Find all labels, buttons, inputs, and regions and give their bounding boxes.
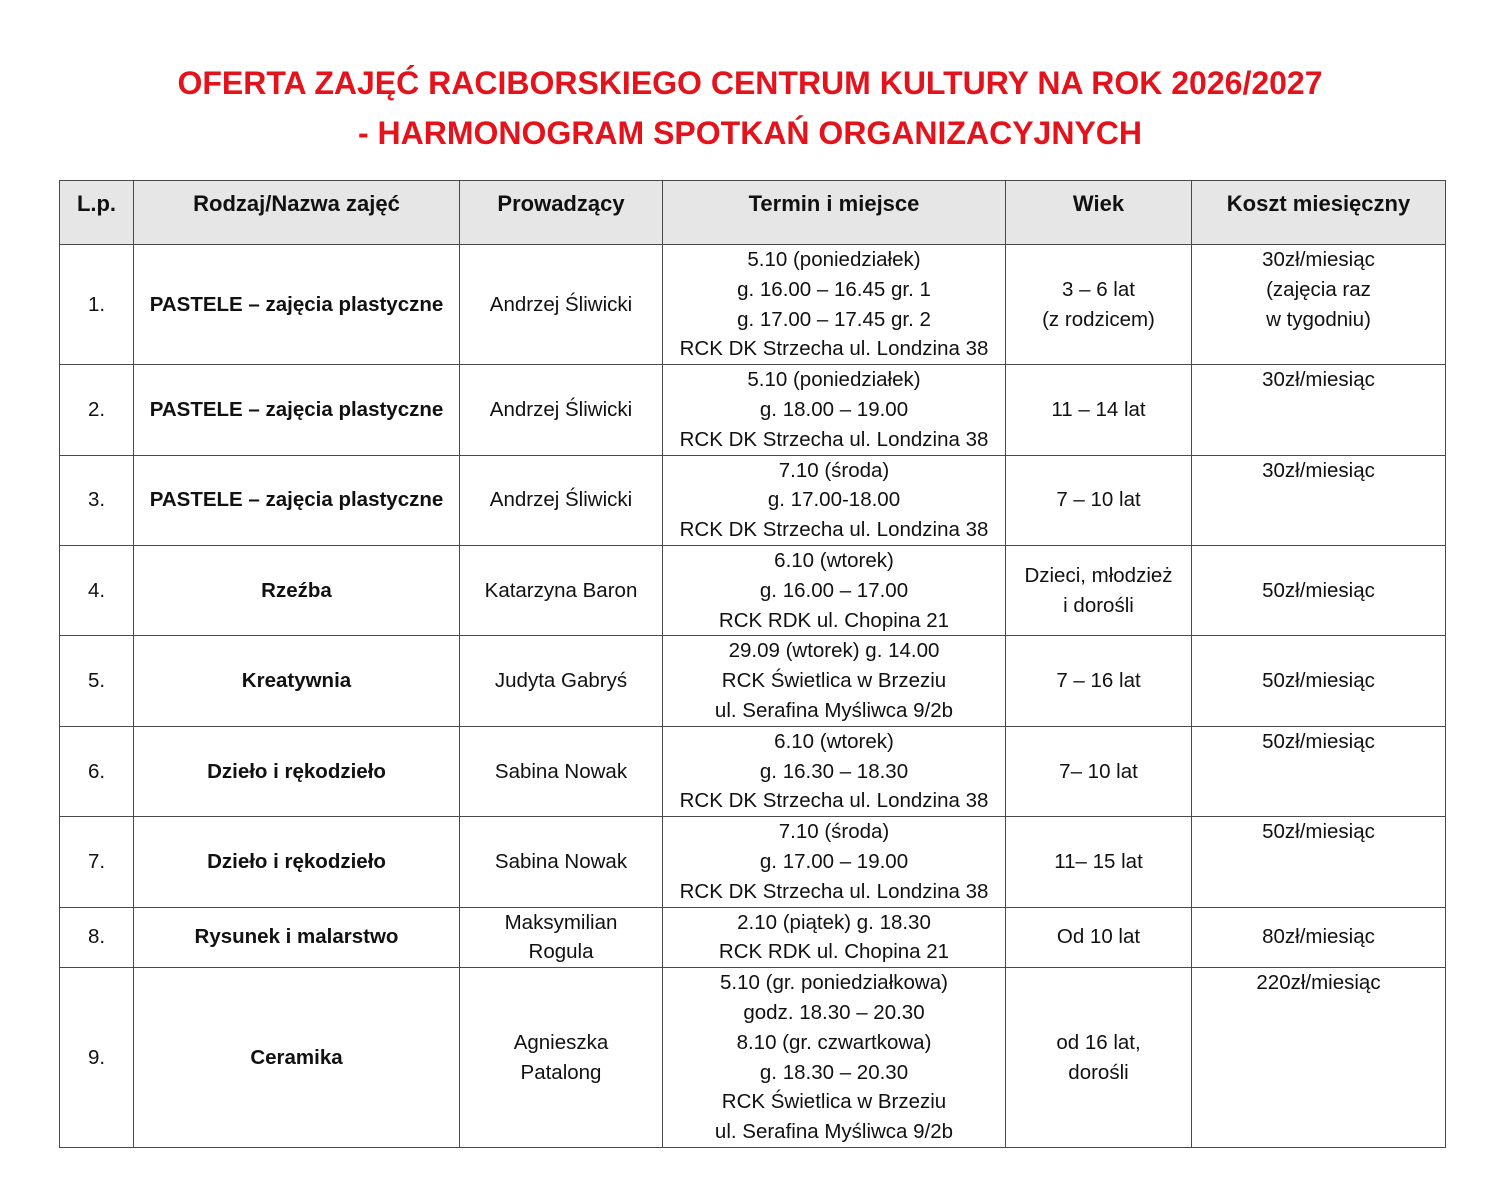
cell-cost-line: 50zł/miesiąc <box>1262 729 1375 753</box>
cell-when-line: g. 17.00 – 19.00 <box>759 849 909 873</box>
table-row <box>60 545 1446 635</box>
cell-cost-line: (zajęcia raz <box>1266 277 1371 301</box>
cell-when <box>663 726 1006 816</box>
cell-when-line: RCK Świetlica w Brzeziu <box>721 1090 947 1114</box>
cell-cost-line: 50zł/miesiąc <box>1262 820 1375 844</box>
cell-cost-line: 30zł/miesiąc <box>1262 458 1375 482</box>
cell-leader <box>460 907 663 968</box>
cell-name-line: Ceramika <box>250 1045 343 1069</box>
cell-name-line: PASTELE – zajęcia plastyczne <box>149 292 444 316</box>
cell-cost-line: 50zł/miesiąc <box>1262 669 1375 693</box>
cell-name <box>134 245 460 365</box>
cell-age-line: dorośli <box>1068 1060 1129 1084</box>
title-line-1: OFERTA ZAJĘĆ RACIBORSKIEGO CENTRUM KULTURY NA ROK 2026/2027 <box>177 65 1323 101</box>
cell-leader <box>460 245 663 365</box>
cell-age-line: Dzieci, młodzież <box>1024 563 1173 587</box>
cell-when-line: g. 16.00 – 17.00 <box>759 578 909 602</box>
cell-when-line: 5.10 (poniedziałek) <box>747 248 921 271</box>
table-row <box>60 636 1446 726</box>
cell-when-line: RCK RDK ul. Chopina 21 <box>718 940 950 964</box>
cell-when <box>663 817 1006 907</box>
cell-lp <box>60 245 134 365</box>
cell-cost <box>1192 726 1446 816</box>
cell-age <box>1006 726 1192 816</box>
cell-cost <box>1192 968 1446 1148</box>
cell-cost-line: w tygodniu) <box>1266 307 1371 331</box>
cell-cost <box>1192 365 1446 455</box>
table-row <box>60 907 1446 968</box>
cell-age <box>1006 968 1192 1148</box>
cell-lp <box>60 545 134 635</box>
header-lp: L.p. <box>60 181 134 245</box>
cell-lp-line: 6. <box>87 759 106 783</box>
cell-age <box>1006 817 1192 907</box>
cell-cost <box>1192 907 1446 968</box>
cell-cost <box>1192 545 1446 635</box>
cell-age-line: 7 – 10 lat <box>1056 488 1141 512</box>
cell-when-line: godz. 18.30 – 20.30 <box>743 1000 925 1024</box>
cell-when-line: ul. Serafina Myśliwca 9/2b <box>714 698 954 722</box>
cell-cost-line: 50zł/miesiąc <box>1262 578 1375 602</box>
cell-leader-line: Andrzej Śliwicki <box>489 397 633 421</box>
cell-age-line: 7 – 16 lat <box>1056 669 1141 693</box>
cell-when-line: 7.10 (środa) <box>778 458 890 482</box>
cell-lp <box>60 968 134 1148</box>
cell-lp-line: 4. <box>87 578 106 602</box>
cell-when-line: 29.09 (wtorek) g. 14.00 <box>728 639 940 663</box>
cell-lp <box>60 455 134 545</box>
cell-name <box>134 726 460 816</box>
cell-leader-line: Judyta Gabryś <box>494 669 628 693</box>
cell-age-line: 3 – 6 lat <box>1062 277 1135 301</box>
cell-age <box>1006 636 1192 726</box>
table-row <box>60 455 1446 545</box>
cell-age <box>1006 455 1192 545</box>
cell-when <box>663 365 1006 455</box>
cell-cost-line: 220zł/miesiąc <box>1256 971 1381 995</box>
cell-when-line: g. 18.30 – 20.30 <box>759 1060 909 1084</box>
table-row <box>60 726 1446 816</box>
cell-cost <box>1192 455 1446 545</box>
cell-lp <box>60 726 134 816</box>
cell-when-line: g. 18.00 – 19.00 <box>759 397 909 421</box>
cell-when <box>663 245 1006 365</box>
cell-lp <box>60 636 134 726</box>
cell-leader <box>460 636 663 726</box>
cell-age-line: (z rodzicem) <box>1042 307 1155 331</box>
cell-name-line: PASTELE – zajęcia plastyczne <box>149 488 444 512</box>
cell-when <box>663 907 1006 968</box>
cell-age-line: Od 10 lat <box>1056 925 1141 949</box>
cell-leader <box>460 365 663 455</box>
cell-name <box>134 817 460 907</box>
cell-leader-line: Rogula <box>528 940 594 964</box>
cell-name-line: Rysunek i malarstwo <box>194 925 399 949</box>
cell-name <box>134 545 460 635</box>
cell-leader-line: Maksymilian <box>504 910 618 934</box>
cell-leader <box>460 968 663 1148</box>
cell-leader-line: Sabina Nowak <box>494 759 628 783</box>
cell-leader-line: Andrzej Śliwicki <box>489 488 633 512</box>
cell-when-line: 6.10 (wtorek) <box>774 548 894 572</box>
header-when: Termin i miejsce <box>663 181 1006 245</box>
header-leader: Prowadzący <box>460 181 663 245</box>
cell-name <box>134 636 460 726</box>
cell-age-line: i dorośli <box>1063 593 1134 617</box>
cell-cost <box>1192 636 1446 726</box>
cell-name-line: PASTELE – zajęcia plastyczne <box>149 397 444 421</box>
cell-when-line: RCK DK Strzecha ul. Londzina 38 <box>679 518 989 542</box>
cell-name <box>134 365 460 455</box>
cell-when-line: RCK RDK ul. Chopina 21 <box>718 608 950 632</box>
cell-name <box>134 968 460 1148</box>
cell-name-line: Dzieło i rękodzieło <box>207 849 386 873</box>
cell-leader <box>460 545 663 635</box>
header-age: Wiek <box>1006 181 1192 245</box>
cell-when-line: g. 17.00-18.00 <box>767 488 901 512</box>
cell-when-line: RCK Świetlica w Brzeziu <box>721 669 947 693</box>
cell-name-line: Rzeźba <box>261 578 332 602</box>
cell-when-line: RCK DK Strzecha ul. Londzina 38 <box>679 879 989 903</box>
cell-leader-line: Sabina Nowak <box>494 849 628 873</box>
cell-when-line: RCK DK Strzecha ul. Londzina 38 <box>679 789 989 813</box>
cell-name-line: Kreatywnia <box>241 669 352 693</box>
cell-leader <box>460 455 663 545</box>
cell-lp-line: 1. <box>87 292 106 316</box>
cell-lp <box>60 817 134 907</box>
cell-lp-line: 3. <box>87 488 106 512</box>
cell-leader <box>460 726 663 816</box>
cell-when-line: 5.10 (poniedziałek) <box>747 368 921 392</box>
cell-age <box>1006 907 1192 968</box>
cell-lp-line: 8. <box>87 925 106 949</box>
cell-cost-line: 30zł/miesiąc <box>1262 368 1375 392</box>
cell-when-line: 2.10 (piątek) g. 18.30 <box>737 910 931 934</box>
cell-lp-line: 9. <box>87 1045 106 1069</box>
cell-lp-line: 2. <box>87 397 106 421</box>
cell-when <box>663 545 1006 635</box>
cell-when <box>663 455 1006 545</box>
cell-when-line: g. 16.30 – 18.30 <box>759 759 909 783</box>
cell-age-line: 11– 15 lat <box>1054 849 1143 873</box>
cell-cost-line: 80zł/miesiąc <box>1262 925 1375 949</box>
table-row <box>60 365 1446 455</box>
cell-lp-line: 5. <box>87 669 106 693</box>
cell-when-line: RCK DK Strzecha ul. Londzina 38 <box>679 337 989 361</box>
cell-when-line: 6.10 (wtorek) <box>774 729 894 753</box>
cell-leader-line: Katarzyna Baron <box>484 578 638 602</box>
cell-name-line: Dzieło i rękodzieło <box>207 759 386 783</box>
cell-age-line: od 16 lat, <box>1056 1030 1141 1054</box>
cell-leader-line: Andrzej Śliwicki <box>489 292 633 316</box>
cell-name <box>134 907 460 968</box>
table-row <box>60 245 1446 365</box>
table-row <box>60 817 1446 907</box>
cell-when-line: g. 17.00 – 17.45 gr. 2 <box>737 307 931 331</box>
cell-when <box>663 968 1006 1148</box>
cell-cost <box>1192 245 1446 365</box>
cell-age-line: 7– 10 lat <box>1059 759 1138 783</box>
document-title <box>0 58 1500 158</box>
cell-age <box>1006 545 1192 635</box>
cell-when-line: RCK DK Strzecha ul. Londzina 38 <box>679 427 989 451</box>
cell-when-line: 8.10 (gr. czwartkowa) <box>736 1030 932 1054</box>
cell-lp <box>60 365 134 455</box>
cell-lp-line: 7. <box>87 849 106 873</box>
table-row <box>60 968 1446 1148</box>
cell-leader-line: Patalong <box>520 1060 602 1084</box>
header-cost: Koszt miesięczny <box>1192 181 1446 245</box>
cell-when-line: ul. Serafina Myśliwca 9/2b <box>714 1120 954 1144</box>
schedule-table <box>59 180 1446 1148</box>
title-line-2: - HARMONOGRAM SPOTKAŃ ORGANIZACYJNYCH <box>358 115 1142 151</box>
table-header-row <box>60 181 1446 245</box>
table-body <box>60 245 1446 1148</box>
cell-leader-line: Agnieszka <box>513 1030 609 1054</box>
cell-age <box>1006 365 1192 455</box>
cell-age <box>1006 245 1192 365</box>
cell-lp <box>60 907 134 968</box>
cell-age-line: 11 – 14 lat <box>1051 397 1146 421</box>
cell-name <box>134 455 460 545</box>
cell-cost-line: 30zł/miesiąc <box>1262 248 1375 271</box>
cell-when <box>663 636 1006 726</box>
cell-leader <box>460 817 663 907</box>
header-name: Rodzaj/Nazwa zajęć <box>134 181 460 245</box>
cell-when-line: 7.10 (środa) <box>778 820 890 844</box>
cell-when-line: 5.10 (gr. poniedziałkowa) <box>720 971 948 995</box>
cell-when-line: g. 16.00 – 16.45 gr. 1 <box>737 277 931 301</box>
cell-cost <box>1192 817 1446 907</box>
